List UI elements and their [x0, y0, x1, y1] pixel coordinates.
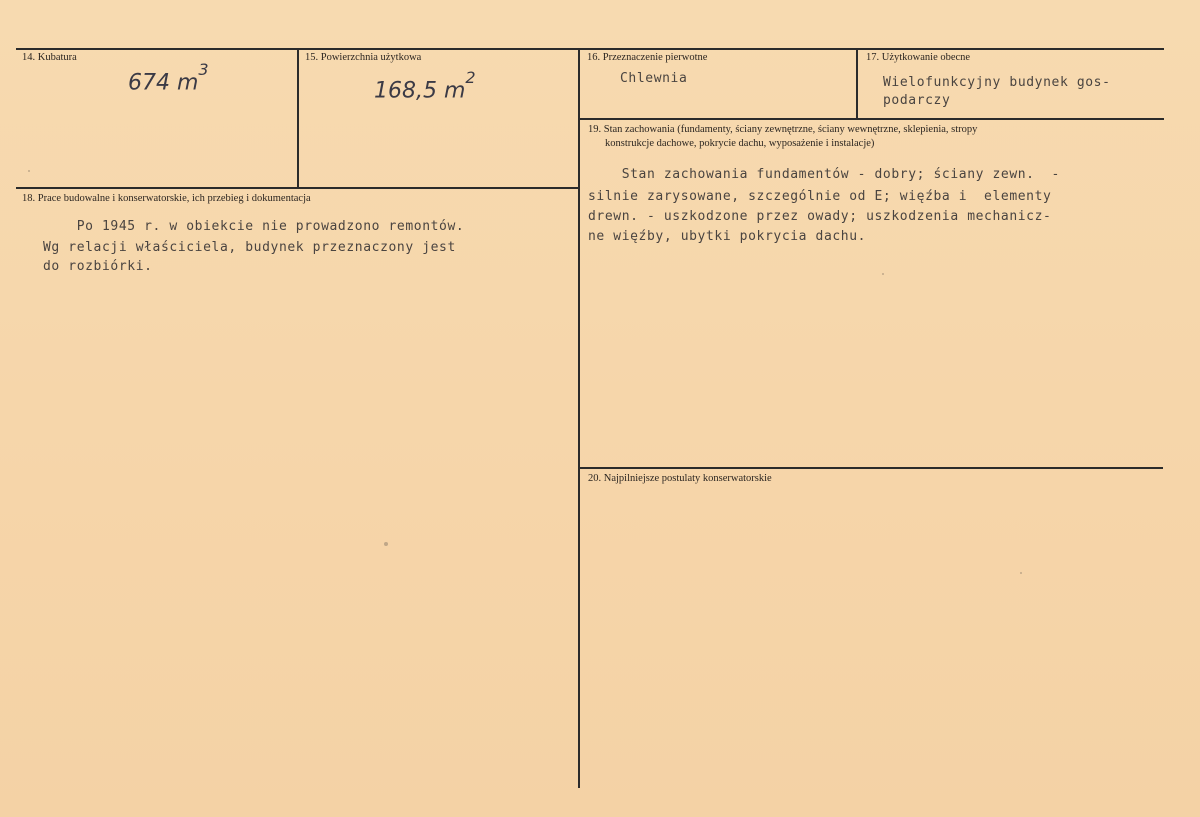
current-use-line-2: podarczy	[883, 93, 951, 108]
condition-line-3: drewn. - uszkodzone przez owady; uszkodzenia mechanicz-	[588, 209, 1052, 224]
paper-speck	[882, 273, 884, 275]
original-purpose-value: Chlewnia	[620, 71, 688, 86]
field-14-label: 14. Kubatura	[22, 52, 77, 63]
divider-14-15	[297, 49, 299, 188]
condition-line-2: silnie zarysowane, szczególnie od E; więźba i elementy	[588, 189, 1052, 204]
cubature-unit-exponent: 3	[198, 60, 209, 79]
condition-line-4: ne więźby, ubytki pokrycia dachu.	[588, 229, 867, 244]
field-20-label: 20. Najpilniejsze postulaty konserwatorskie	[588, 473, 772, 484]
works-line-2: Wg relacji właściciela, budynek przeznaczony jest	[43, 240, 456, 255]
usable-area-number: 168,5 m	[374, 78, 466, 104]
usable-area-value	[374, 68, 476, 104]
paper-speck	[1020, 572, 1022, 574]
condition-line-1: Stan zachowania fundamentów - dobry; ściany zewn. -	[588, 167, 1060, 182]
paper-speck	[28, 170, 30, 172]
works-line-1: Po 1945 r. w obiekcie nie prowadzono remontów.	[43, 219, 465, 234]
field-19-label-line-2: konstrukcje dachowe, pokrycie dachu, wyposażenie i instalacje)	[605, 138, 875, 149]
cubature-number: 674 m	[128, 70, 199, 96]
field-18-label: 18. Prace budowalne i konserwatorskie, ich przebieg i dokumentacja	[22, 193, 311, 204]
rule-above-20	[580, 467, 1163, 469]
usable-area-unit-exponent: 2	[465, 68, 476, 87]
top-rule	[16, 48, 1164, 50]
cubature-value	[128, 60, 209, 96]
field-16-label: 16. Przeznaczenie pierwotne	[587, 52, 708, 63]
works-line-3: do rozbiórki.	[43, 259, 153, 274]
center-divider	[578, 49, 580, 788]
field-19-label-line-1: 19. Stan zachowania (fundamenty, ściany zewnętrzne, ściany wewnętrzne, sklepienia, stropy	[588, 124, 978, 135]
rule-below-17	[580, 118, 1164, 120]
current-use-line-1: Wielofunkcyjny budynek gos-	[883, 75, 1111, 90]
paper-speck	[384, 542, 388, 546]
field-15-label: 15. Powierzchnia użytkowa	[305, 52, 422, 63]
field-17-label: 17. Użytkowanie obecne	[866, 52, 971, 63]
divider-16-17	[856, 49, 858, 119]
